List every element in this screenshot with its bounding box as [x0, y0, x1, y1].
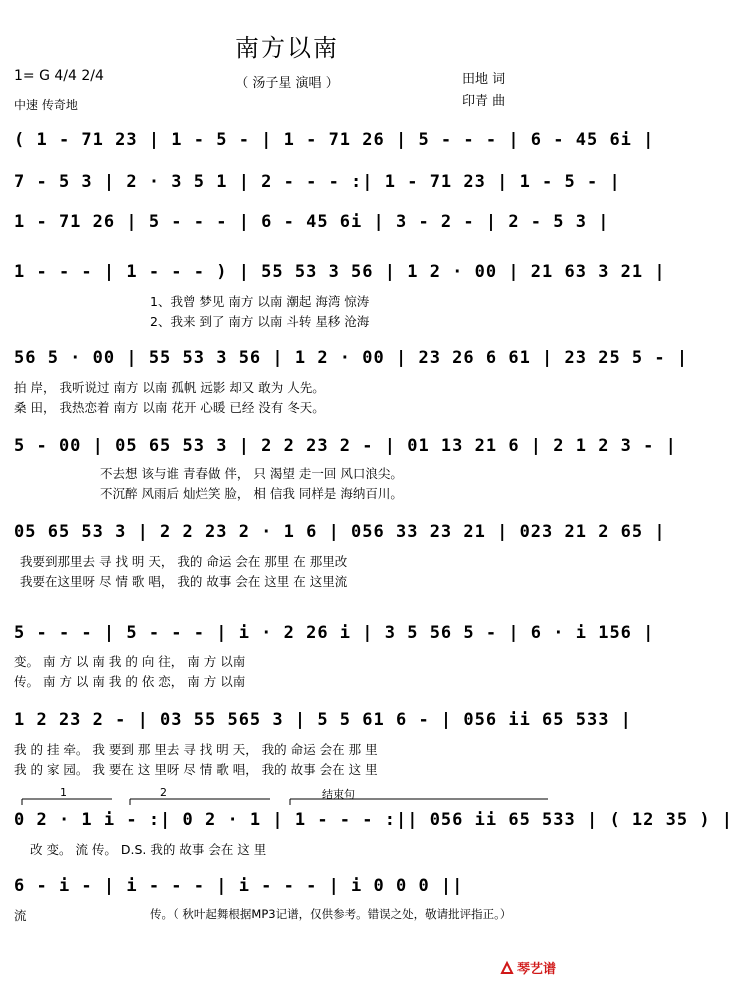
lyric-11-start: 流	[14, 908, 27, 923]
lyricist: 田地 词	[462, 72, 506, 87]
lyric-6-verse-1: 不去想 该与谁 青春做 伴， 只 渴望 走一回 风口浪尖。	[100, 466, 403, 481]
lyric-9-verse-2: 我 的 家 园。 我 要在 这 里呀 尽 情 歌 唱， 我的 故事 会在 这 里	[14, 762, 378, 777]
lyric-11-end-note: 传。（ 秋叶起舞根据MP3记谱，仅供参考。错误之处，敬请批评指正。）	[150, 907, 512, 921]
composer: 印青 曲	[462, 94, 506, 109]
logo-icon	[500, 961, 514, 975]
score-line-11: 6 - i - | i - - - | i - - - | i 0 0 0 ||	[14, 876, 464, 896]
lyric-4-verse-2: 2、我来 到了 南方 以南 斗转 星移 沧海	[150, 314, 370, 329]
lyric-5-verse-2: 桑 田， 我热恋着 南方 以南 花开 心暖 已经 没有 冬天。	[14, 400, 325, 415]
score-line-5: 56 5 · 00 | 55 53 3 56 | 1 2 · 00 | 23 26 6 61 | 23 25 5 - |	[14, 348, 689, 368]
singer: （ 汤子星 演唱 ）	[235, 76, 339, 91]
volta-1-label: 1	[60, 786, 67, 799]
lyric-5-verse-1: 拍 岸， 我听说过 南方 以南 孤帆 远影 却又 敢为 人先。	[14, 380, 325, 395]
lyric-7-verse-1: 我要到那里去 寻 找 明 天， 我的 命运 会在 那里 在 那里改	[20, 554, 348, 569]
lyric-6-verse-2: 不沉醉 风雨后 灿烂笑 脸， 相 信我 同样是 海纳百川。	[100, 486, 403, 501]
lyric-8-verse-2: 传。 南 方 以 南 我 的 依 恋， 南 方 以南	[14, 674, 246, 689]
volta-brackets	[0, 785, 574, 805]
score-line-6: 5 - 00 | 05 65 53 3 | 2 2 23 2 - | 01 13 21 6 | 2 1 2 3 - |	[14, 436, 677, 456]
score-line-4: 1 - - - | 1 - - - ) | 55 53 3 56 | 1 2 · 00 | 21 63 3 21 |	[14, 262, 666, 282]
logo-text: 琴艺谱	[517, 962, 557, 977]
score-line-3: 1 - 71 26 | 5 - - - | 6 - 45 6i | 3 - 2 - | 2 - 5 3 |	[14, 212, 610, 232]
lyric-10: 改 变。 流 传。 D.S. 我的 故事 会在 这 里	[30, 842, 267, 857]
ending-label: 结束句	[322, 788, 355, 801]
score-line-10: 0 2 · 1 i - :| 0 2 · 1 | 1 - - - :|| 056 ii 65 533 | ( 12 35 ) |	[14, 810, 733, 830]
lyric-7-verse-2: 我要在这里呀 尽 情 歌 唱， 我的 故事 会在 这里 在 这里流	[20, 574, 348, 589]
site-logo	[500, 958, 556, 977]
lyric-4-verse-1: 1、我曾 梦见 南方 以南 潮起 海湾 惊涛	[150, 294, 370, 309]
score-line-2: 7 - 5 3 | 2 · 3 5 1 | 2 - - - :| 1 - 71 23 | 1 - 5 - |	[14, 172, 621, 192]
lyric-8-verse-1: 变。 南 方 以 南 我 的 向 往， 南 方 以南	[14, 654, 246, 669]
score-line-7: 05 65 53 3 | 2 2 23 2 · 1 6 | 056 33 23 21 | 023 21 2 65 |	[14, 522, 666, 542]
score-line-8: 5 - - - | 5 - - - | i · 2 26 i | 3 5 56 5 - | 6 · i 156 |	[14, 623, 655, 643]
volta-2-label: 2	[160, 786, 167, 799]
lyric-9-verse-1: 我 的 挂 牵。 我 要到 那 里去 寻 找 明 天， 我的 命运 会在 那 里	[14, 742, 378, 757]
score-line-9: 1 2 23 2 - | 03 55 565 3 | 5 5 61 6 - | 056 ii 65 533 |	[14, 710, 632, 730]
page-title: 南方以南	[235, 34, 339, 62]
key-signature: 1= G 4/4 2/4	[14, 68, 104, 84]
score-line-1: ( 1 - 71 23 | 1 - 5 - | 1 - 71 26 | 5 - - - | 6 - 45 6i |	[14, 130, 655, 150]
tempo-marking: 中速 传奇地	[14, 98, 78, 112]
